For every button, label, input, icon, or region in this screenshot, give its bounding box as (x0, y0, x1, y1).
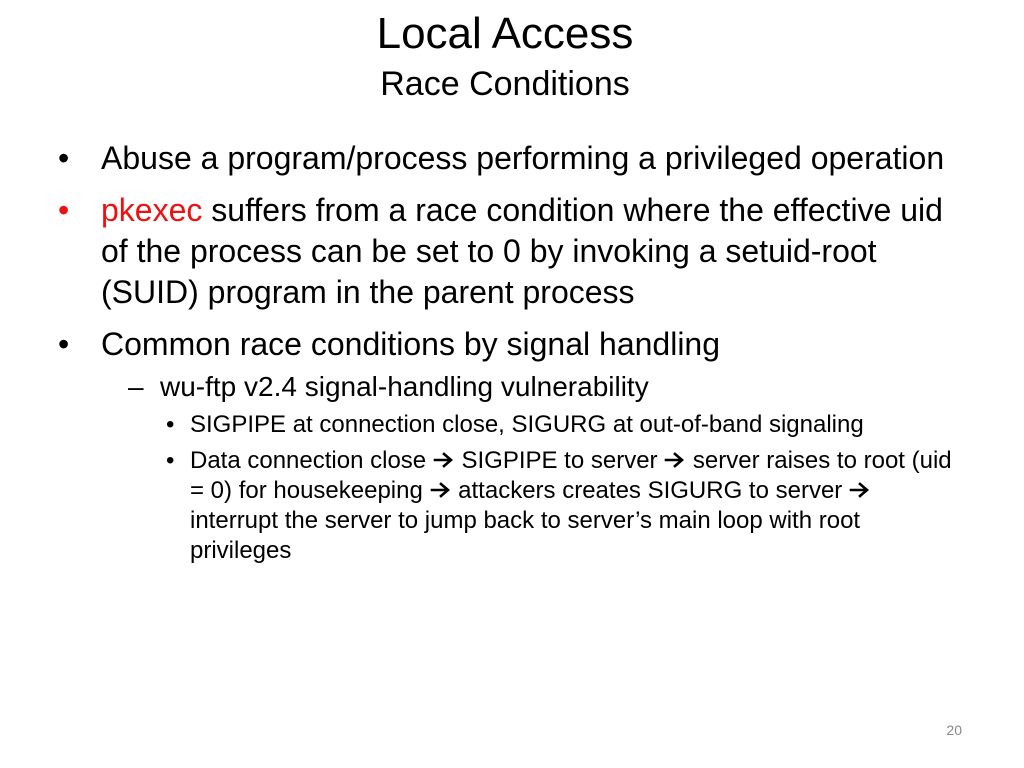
sub-sub-bullet-item-2 (166, 446, 960, 566)
sub-bullet-item (128, 370, 978, 404)
sub-sub-bullet-text: SIGPIPE at connection close, SIGURG at out-of-band signaling (190, 411, 864, 438)
text-part-3: server raises to root (uid = 0) for housekeeping (190, 447, 952, 504)
bullet-icon: • (58, 140, 70, 176)
sub-sub-bullet-item-1 (166, 410, 960, 440)
bullet-item-1 (58, 138, 978, 179)
text-part-4: attackers creates SIGURG to server (451, 477, 849, 504)
highlight-term: pkexec (101, 192, 203, 228)
text-part-1: Data connection close (190, 447, 433, 474)
bullet-icon: • (166, 411, 175, 438)
text-part-5: interrupt the server to jump back to server’s main loop with root privileges (190, 507, 861, 564)
bullet-text: Abuse a program/process performing a privileged operation (101, 140, 945, 176)
right-arrow-icon (849, 482, 871, 498)
slide-subtitle: Race Conditions (380, 65, 630, 103)
slide-content (58, 138, 978, 572)
bullet-icon: • (58, 192, 70, 228)
sub-bullet-text: wu-ftp v2.4 signal-handling vulnerability (160, 371, 649, 402)
bullet-icon: • (58, 326, 70, 362)
right-arrow-icon (664, 452, 686, 468)
bullet-icon: • (166, 447, 175, 474)
page-number: 20 (946, 722, 962, 738)
dash-icon: – (128, 371, 144, 402)
title-block (0, 8, 1010, 104)
bullet-item-3 (58, 324, 978, 365)
bullet-item-2 (58, 190, 978, 313)
right-arrow-icon (433, 452, 455, 468)
bullet-text: suffers from a race condition where the effective uid of the process can be set to 0 by invoking a setuid-root (SUID) program in the parent process (101, 192, 943, 310)
bullet-text: Common race conditions by signal handling (101, 326, 721, 362)
text-part-2: SIGPIPE to server (454, 447, 665, 474)
right-arrow-icon (430, 482, 452, 498)
slide-title: Local Access (376, 9, 634, 58)
